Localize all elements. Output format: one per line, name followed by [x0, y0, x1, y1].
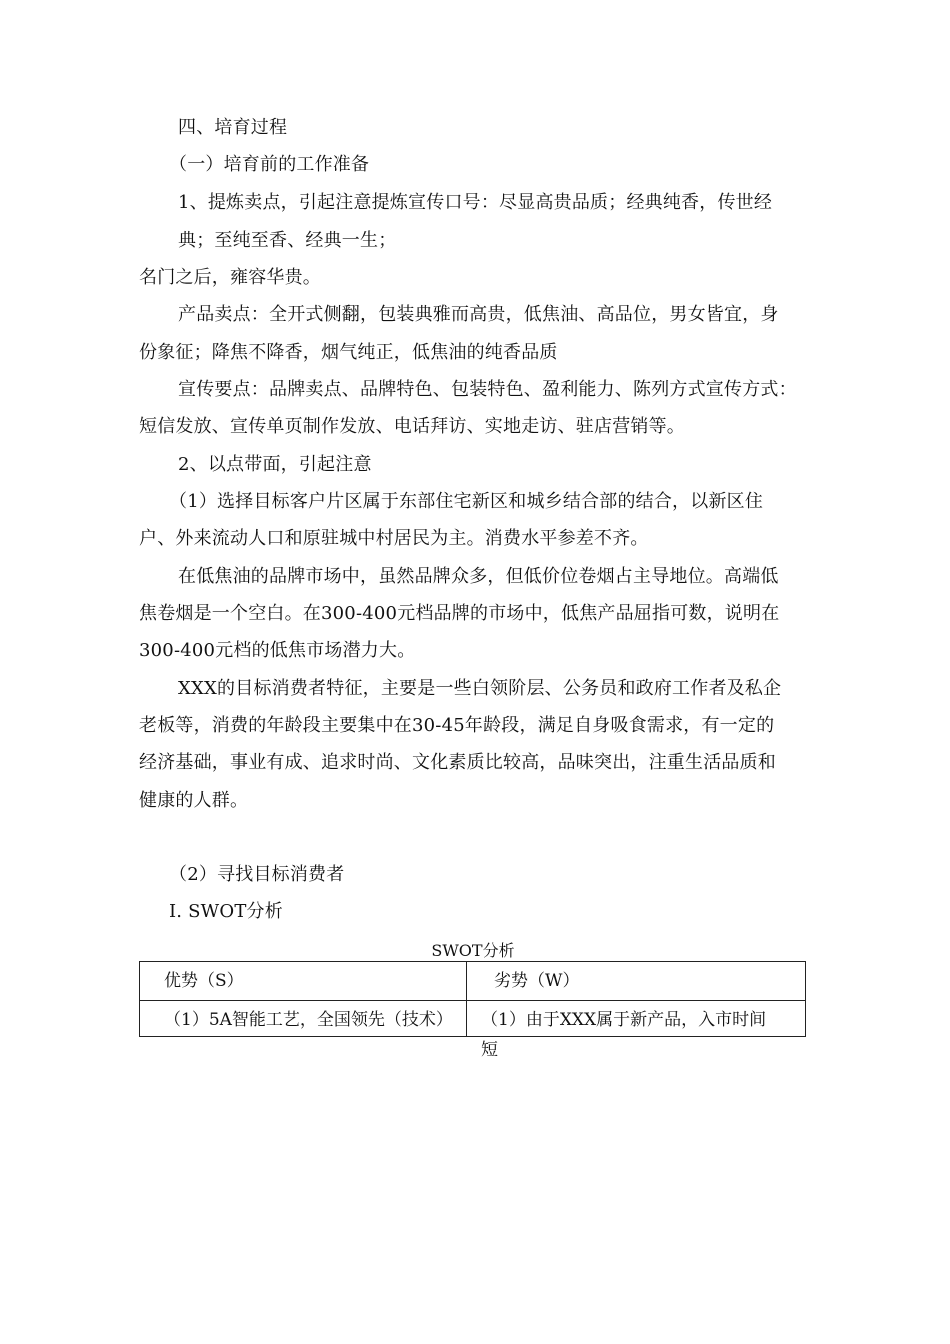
header-weakness: 劣势（W）	[494, 971, 580, 991]
header-strength: 优势（S）	[164, 971, 244, 991]
paragraph-line: 300-400元档的低焦市场潜力大。	[139, 640, 416, 661]
paragraph-line: （1）选择目标客户片区属于东部住宅新区和城乡结合部的结合，以新区住	[169, 491, 764, 512]
paragraph-line: 老板等，消费的年龄段主要集中在30-45年龄段，满足自身吸食需求，有一定的	[139, 715, 775, 736]
paragraph-line: XXX的目标消费者特征，主要是一些白领阶层、公务员和政府工作者及私企	[178, 678, 782, 699]
table-caption: SWOT分析	[431, 941, 515, 960]
swot-section-heading: I. SWOT分析	[169, 901, 283, 922]
strength-cell: （1）5A智能工艺，全国领先（技术）	[164, 1010, 453, 1030]
paragraph-line: 短信发放、宣传单页制作发放、电话拜访、实地走访、驻店营销等。	[139, 416, 685, 437]
paragraph-line: 2、以点带面，引起注意	[178, 454, 372, 475]
paragraph-line: 1、提炼卖点，引起注意提炼宣传口号：尽显高贵品质；经典纯香，传世经	[178, 192, 773, 213]
paragraph-line: 名门之后，雍容华贵。	[139, 267, 321, 288]
paragraph-line: 产品卖点：全开式侧翻，包装典雅而高贵，低焦油、高品位，男女皆宜，身	[178, 304, 779, 325]
table-column-divider	[466, 962, 467, 1036]
section-heading: 四、培育过程	[178, 117, 288, 138]
paragraph-line: 典；至纯至香、经典一生；	[178, 230, 397, 251]
paragraph-line: （2）寻找目标消费者	[169, 864, 345, 885]
subsection-heading: （一）培育前的工作准备	[169, 154, 370, 175]
weakness-cell: （1）由于XXX属于新产品，入市时间短	[481, 1010, 767, 1060]
paragraph-line: 在低焦油的品牌市场中，虽然品牌众多，但低价位卷烟占主导地位。高端低	[178, 566, 779, 587]
paragraph-line: 宣传要点：品牌卖点、品牌特色、包装特色、盈利能力、陈列方式宣传方式：	[178, 379, 797, 400]
paragraph-line: 健康的人群。	[139, 790, 249, 811]
swot-table	[139, 961, 806, 1060]
paragraph-line: 户、外来流动人口和原驻城中村居民为主。消费水平参差不齐。	[139, 528, 649, 549]
paragraph-line: 份象征；降焦不降香，烟气纯正，低焦油的纯香品质	[139, 342, 558, 363]
paragraph-line: 焦卷烟是一个空白。在300-400元档品牌的市场中，低焦产品屈指可数，说明在	[139, 603, 780, 624]
paragraph-line: 经济基础，事业有成、追求时尚、文化素质比较高，品味突出，注重生活品质和	[139, 752, 776, 773]
